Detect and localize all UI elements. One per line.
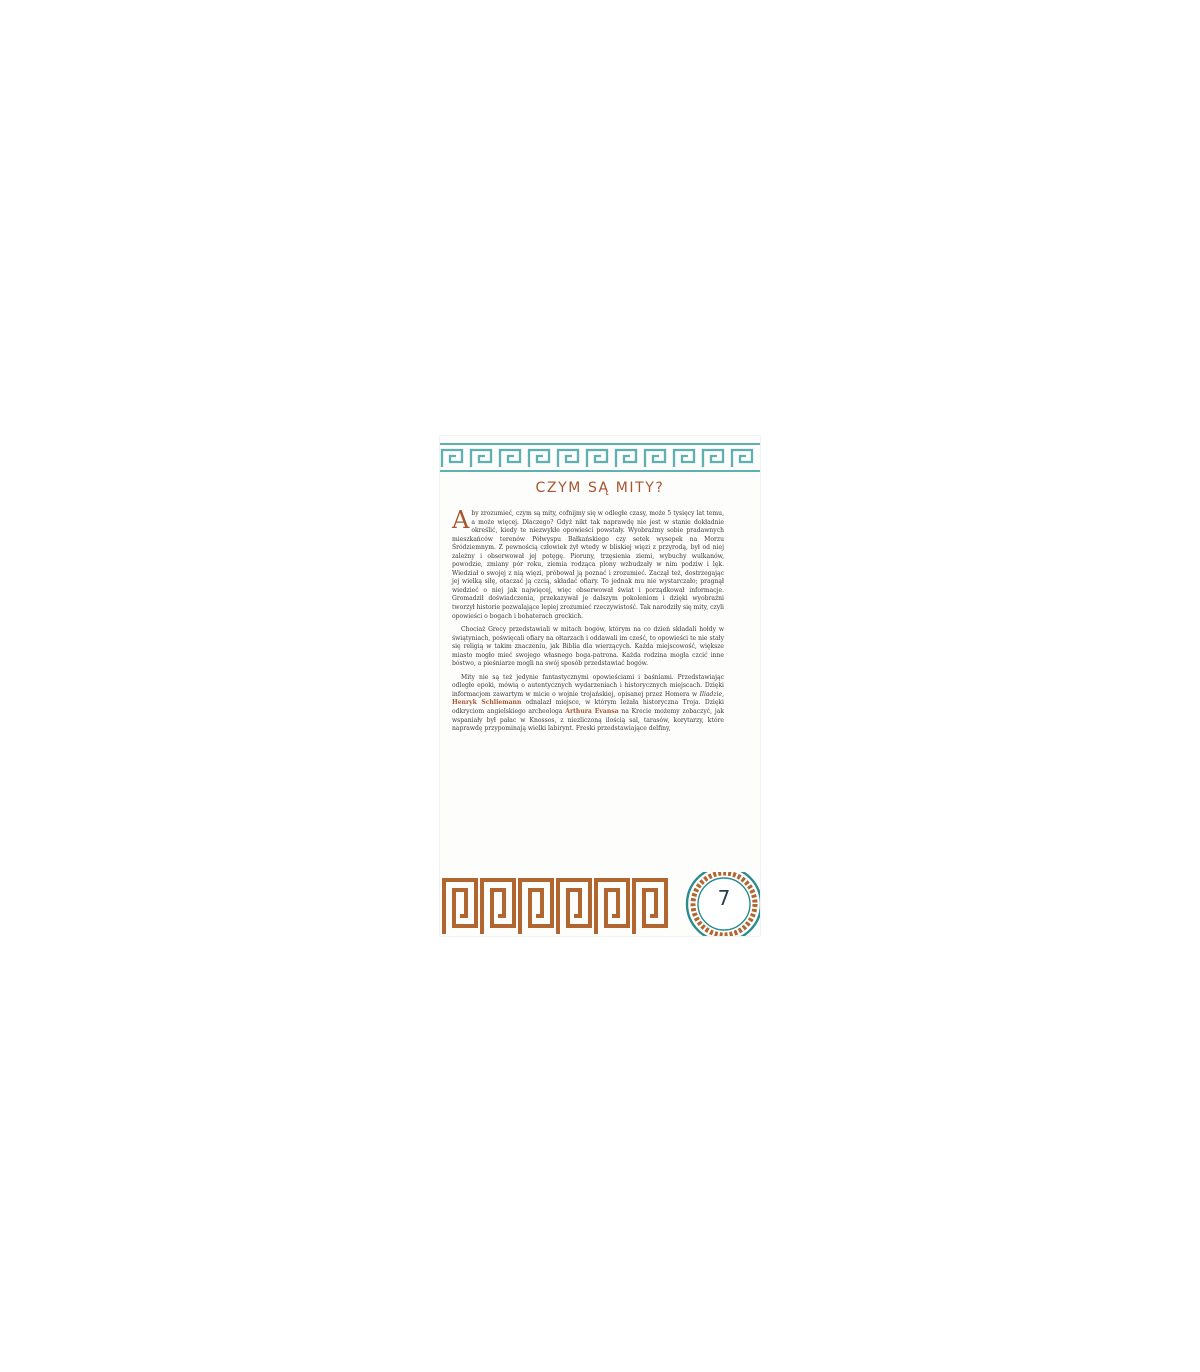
paragraph-3-text-b: odnalazł miejsce, w którym leżała historyczna Troja. Dzięki odkryciom angielskiego archeologa: [452, 699, 724, 716]
paragraph-2-text: Chociaż Grecy przedstawiali w mitach bogów, którym na co dzień składali hołdy w świątyniach, poświęcali ofiary na ołtarzach i oddawali im cześć, to opowieści te nie stały się religią w takim znaczeniu, jak Biblia dla wierzących. Każda miejscowość, większe miasto mogło mieć swojego własnego boga-patrona. Każda rodzina mogła czcić inne bóstwo, a pieśniarze mogli na swój sposób przedstawiać bogów.: [452, 626, 724, 668]
paragraph-2: [452, 626, 724, 669]
bottom-meander-unit: [482, 880, 514, 934]
body-text: [452, 506, 724, 734]
top-meander-unit: [703, 450, 723, 467]
top-meander-pattern: [442, 450, 752, 467]
top-meander-unit: [558, 450, 578, 467]
top-meander-unit: [500, 450, 520, 467]
bottom-meander-unit: [520, 880, 552, 934]
bottom-meander-unit: [558, 880, 590, 934]
paragraph-3-text-a: Mity nie są też jedynie fantastycznymi opowieściami i baśniami. Przedstawiając odległe epoki, mówią o autentycznych wydarzeniach i historycznych miejscach. Dzięki informacjom zawartym w micie o wojnie trojańskiej, opisanej przez Homera w: [452, 673, 724, 698]
top-meander-unit: [674, 450, 694, 467]
top-meander-unit: [529, 450, 549, 467]
bottom-meander-unit: [444, 880, 476, 934]
iliad-title: Iliadzie: [699, 690, 723, 698]
top-meander-unit: [645, 450, 665, 467]
paragraph-1: [452, 506, 724, 621]
page-title: CZYM SĄ MITY?: [535, 480, 665, 496]
top-meander-unit: [471, 450, 491, 467]
paragraph-1-text: by zrozumieć, czym są mity, cofnijmy się w odległe czasy, może 5 tysięcy lat temu, a może więcej. Dlaczego? Gdyż nikt tak naprawdę nie jest w stanie dokładnie określić, kiedy te niezwykłe opowieści powstały. Wyobraźmy sobie pradawnych mieszkańców terenów Półwyspu Bałkańskiego czy setek wysepek na Morzu Śródziemnym. Z pewnością człowiek żył wtedy w bliskiej więzi z przyrodą, był od niej zależny i obserwował jej potęgę. Pioruny, trzęsienia ziemi, wybuchy wulkanów, powodzie, zmiany pór roku, ziemia rodząca plony wzbudzały w nim podziw i lęk. Wiedział o swojej z nią więzi, próbował ją poznać i zrozumieć. Zaczął też, dostrzegając jej wielką siłę, otaczać ją czcią, składać ofiary. To jednak mu nie wystarczało; pragnął wiedzieć o niej jak najwięcej, więc obserwował świat i porządkował informacje. Gromadził doświadczenia, przekazywał je dalszym pokoleniom i dzięki wyobraźni tworzył historie pozwalające lepiej zrozumieć rzeczywistość. Tak narodziły się mity, czyli opowieści o bogach i bohaterach greckich.: [452, 510, 724, 620]
bottom-meander-pattern: [444, 880, 666, 934]
bottom-meander-unit: [634, 880, 666, 934]
top-meander-unit: [616, 450, 636, 467]
book-page: [440, 436, 760, 936]
paragraph-3-sep: ,: [722, 690, 724, 698]
top-meander-border: [440, 438, 760, 474]
top-meander-unit: [587, 450, 607, 467]
page-number: 7: [717, 886, 731, 910]
highlight-arthura-evansa: Arthura Evansa: [565, 708, 619, 716]
bottom-meander-unit: [596, 880, 628, 934]
drop-cap: A: [452, 506, 470, 534]
top-meander-unit: [442, 450, 462, 467]
paragraph-3-text-c: na Krecie możemy zobaczyć, jak wspaniały był pałac w Knossos, z niezliczoną ilością sal, tarasów, korytarzy, które naprawdę przypominają wielki labirynt. Freski przedstawiające delfiny,: [452, 708, 724, 733]
top-meander-unit: [732, 450, 752, 467]
paragraph-3: [452, 674, 724, 734]
highlight-henryk-schliemann: Henryk Schliemann: [452, 699, 522, 707]
